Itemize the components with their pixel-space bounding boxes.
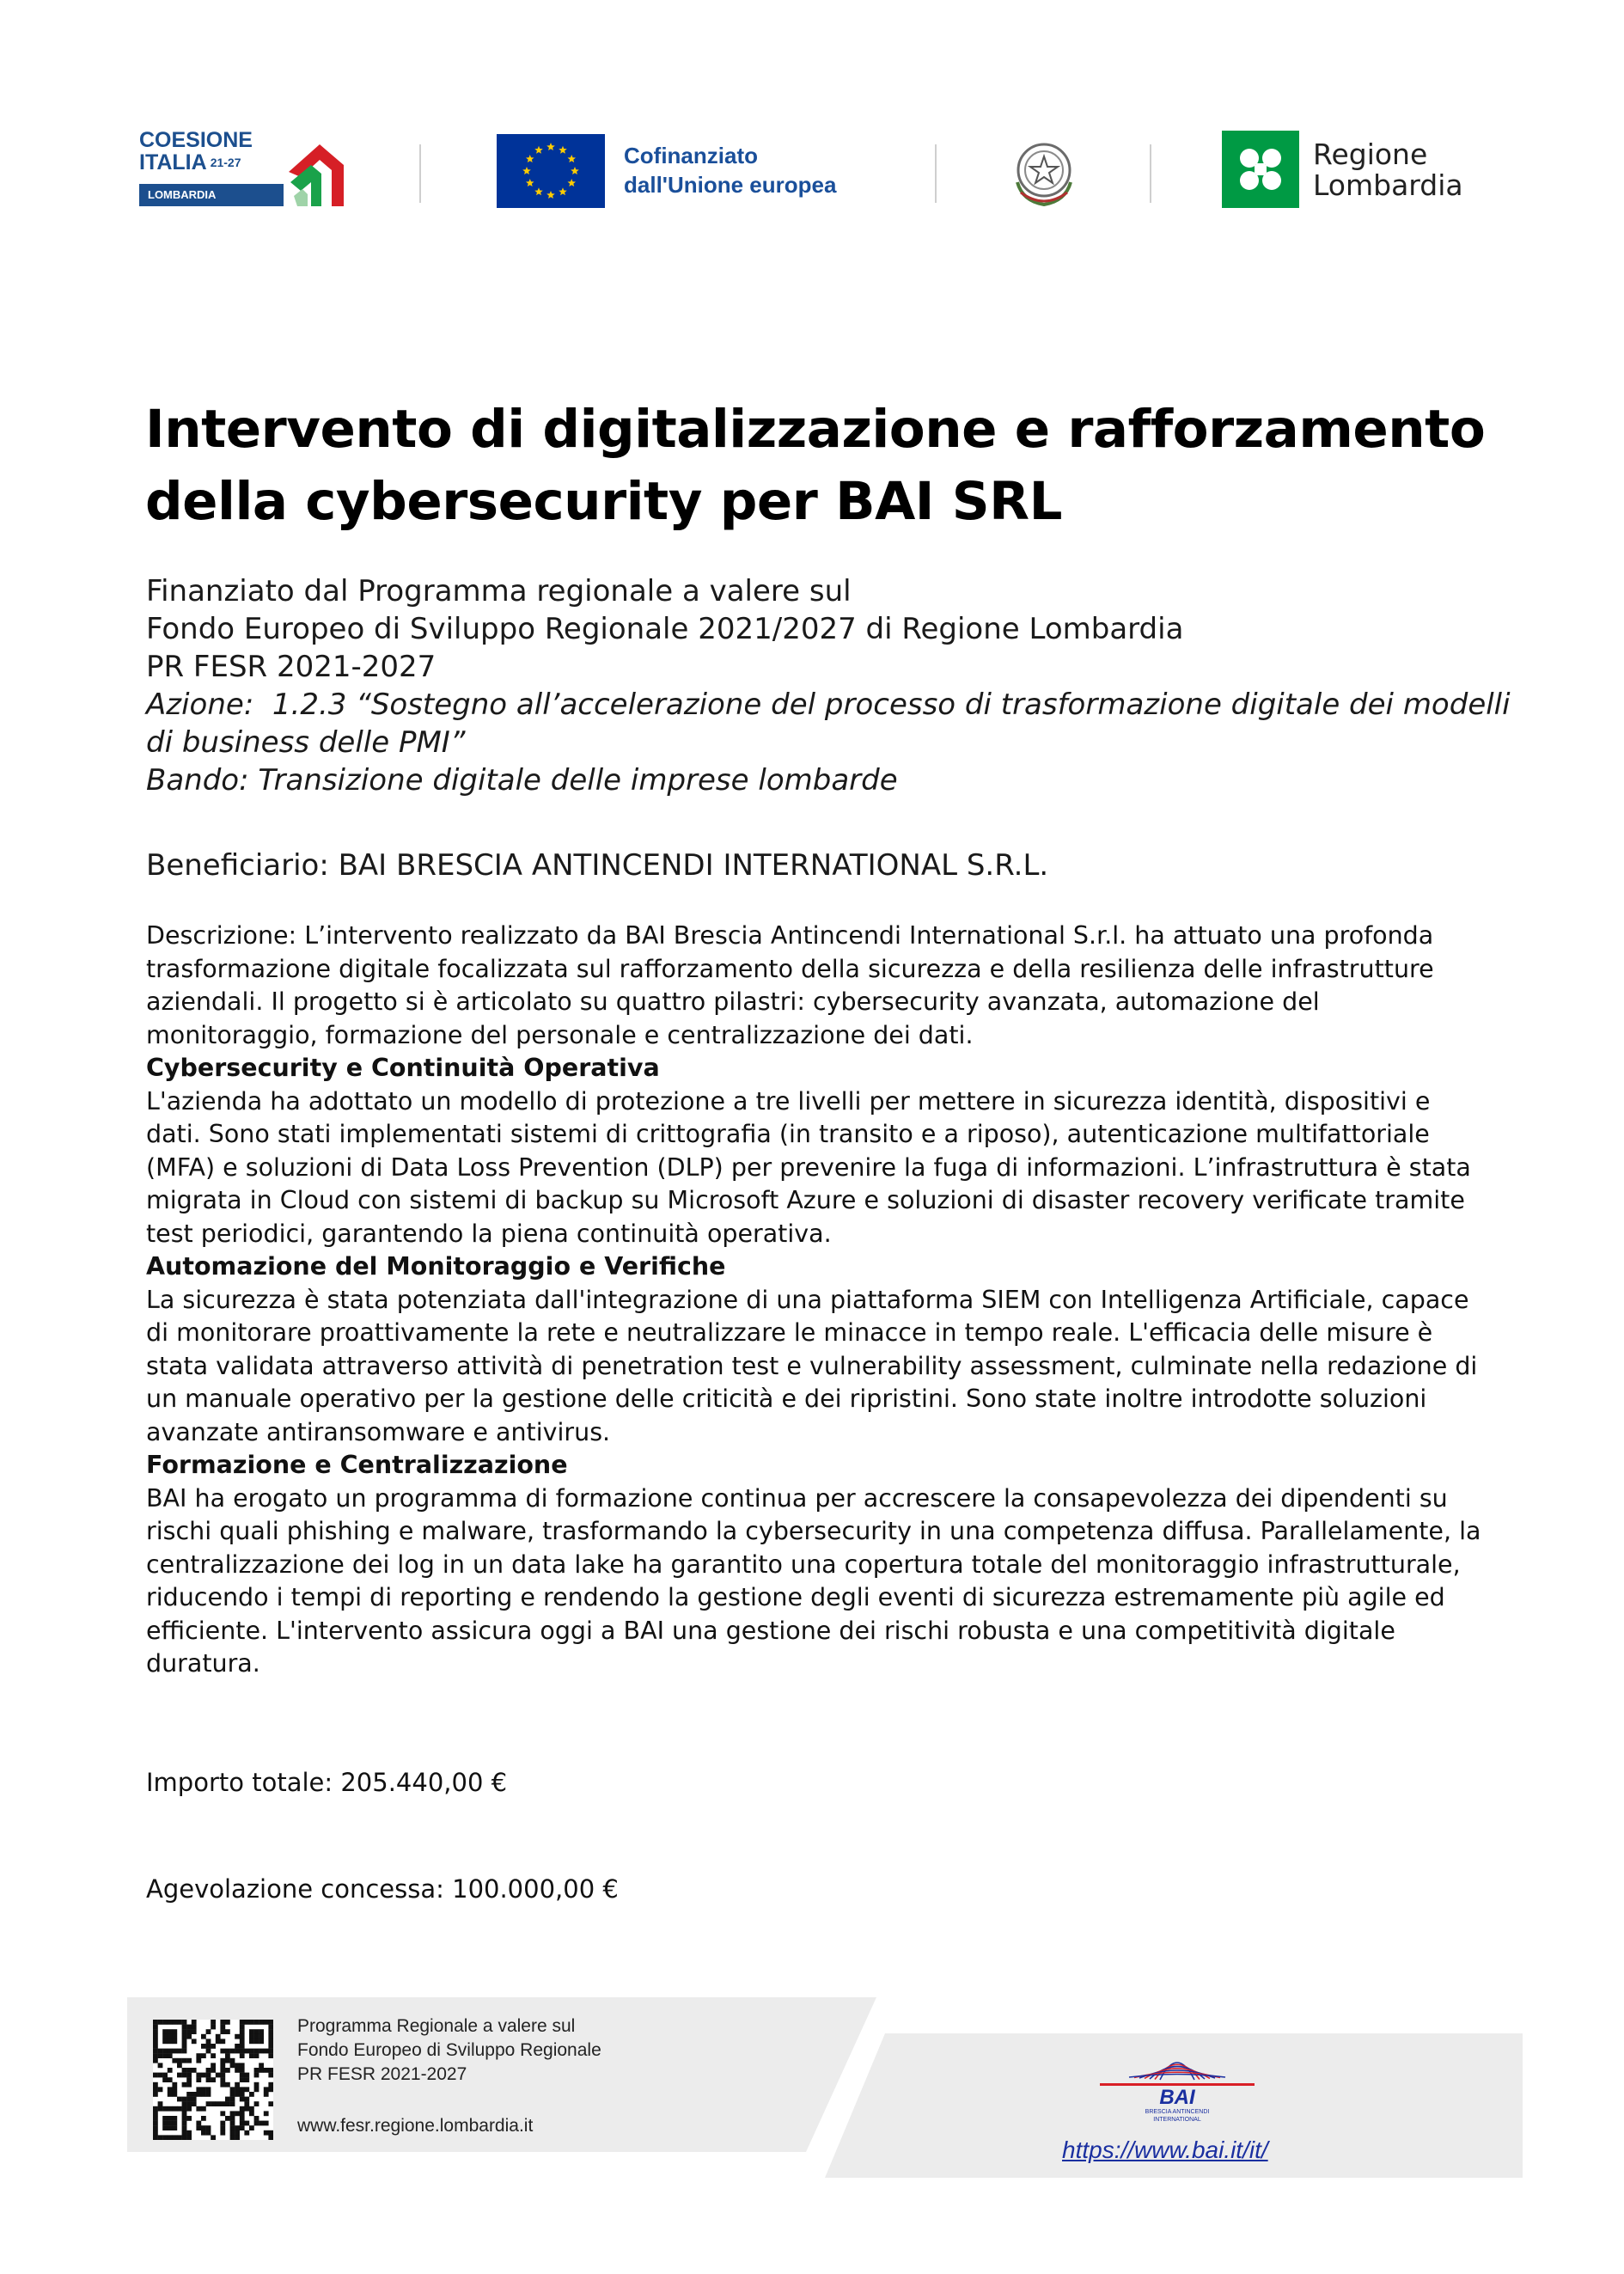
bai-logo-text: BAI (1159, 2086, 1195, 2109)
regione-lombardia-mark-icon (1222, 131, 1299, 208)
footer-program-line3: PR FESR 2021-2027 (297, 2064, 467, 2084)
bai-logo-sub1: BRESCIA ANTINCENDI (1145, 2109, 1210, 2115)
eu-flag-icon (497, 134, 605, 208)
funding-bando: Bando: Transizione digitale delle imprese lombarde (146, 763, 898, 798)
section-text: L'azienda ha adottato un modello di protezione a tre livelli per mettere in sicurezza identità, dispositivi e dati. Sono stati implementati sistemi di crittografia (in transito e a riposo), autenticazione multifattoriale (MFA) e soluzioni di Data Loss Prevention (DLP) per prevenire la fuga di informazioni. L’infrastruttura è stata migrata in Cloud con sistemi di backup su Microsoft Azure e soluzioni di disaster recovery verificate tramite test periodici, garantendo la piena continuità operativa. (146, 1086, 1471, 1248)
funding-azione: Azione: 1.2.3 “Sostegno all’accelerazione del processo di trasformazione digitale dei modelli di business delle PMI” (146, 688, 1520, 760)
section-heading: Cybersecurity e Continuità Operativa (146, 1054, 660, 1082)
bai-logo-icon (1091, 2039, 1263, 2124)
eu-star-icon (534, 146, 543, 154)
coesione-region-badge: LOMBARDIA (139, 184, 284, 206)
footer-program-line2: Fondo Europeo di Sviluppo Regionale (297, 2040, 601, 2060)
agevolazione-concessa: Agevolazione concessa: 100.000,00 € (146, 1874, 619, 1904)
funding-block (146, 572, 1538, 799)
regione-lombardia-label (1313, 139, 1463, 201)
footer-bai-box (825, 2033, 1523, 2178)
footer-program-text (297, 2014, 601, 2087)
description-intro: Descrizione: L’intervento realizzato da BAI Brescia Antincendi International S.r.l. ha attuato una profonda trasformazione digitale focalizzata sul rafforzamento della sicurezza e della resilienza delle infrastrutture aziendali. Il progetto si è articolato su quattro pilastri: cybersecurity avanzata, automazione del monitoraggio, formazione del personale e centralizzazione dei dati. (146, 921, 1434, 1049)
qr-code-icon (153, 2020, 273, 2140)
eu-star-icon (526, 155, 534, 162)
footer-program-box (127, 1997, 876, 2152)
funding-line2: Fondo Europeo di Sviluppo Regionale 2021/2027 di Regione Lombardia (146, 612, 1184, 646)
logo-separator (1150, 144, 1151, 203)
footer-website: www.fesr.regione.lombardia.it (297, 2116, 534, 2136)
bai-website-link[interactable]: https://www.bai.it/it/ (1062, 2136, 1268, 2163)
eu-star-icon (522, 167, 531, 174)
funding-line1: Finanziato dal Programma regionale a valere sul (146, 574, 852, 608)
eu-cofinanced-label (624, 141, 836, 199)
coesione-line2: ITALIA (139, 150, 207, 174)
coesione-line1: COESIONE (139, 128, 253, 152)
footer-program-line1: Programma Regionale a valere sul (297, 2016, 576, 2036)
funding-line3: PR FESR 2021-2027 (146, 650, 437, 684)
eu-star-icon (546, 143, 555, 150)
importo-totale: Importo totale: 205.440,00 € (146, 1768, 508, 1797)
eu-line2: dall'Unione europea (624, 172, 837, 198)
regione-line2: Lombardia (1313, 168, 1463, 202)
eu-star-icon (559, 146, 567, 154)
eu-star-icon (559, 187, 567, 195)
eu-star-icon (526, 179, 534, 186)
coesione-mark-icon (282, 132, 345, 210)
page-title: Intervento di digitalizzazione e rafforzamento della cybersecurity per BAI SRL (145, 399, 1486, 532)
eu-line1: Cofinanziato (624, 143, 758, 168)
coesione-italia-logo (137, 129, 344, 211)
description-block (146, 920, 1487, 1681)
eu-star-icon (571, 167, 579, 174)
logo-separator (935, 144, 937, 203)
eu-star-icon (534, 187, 543, 195)
section-heading: Automazione del Monitoraggio e Verifiche (146, 1252, 726, 1281)
logo-separator (419, 144, 421, 203)
eu-star-icon (568, 179, 577, 186)
eu-star-icon (546, 191, 555, 199)
beneficiary: Beneficiario: BAI BRESCIA ANTINCENDI INTERNATIONAL S.R.L. (146, 848, 1049, 883)
italian-republic-emblem-icon (1005, 132, 1083, 210)
section-text: La sicurezza è stata potenziata dall'integrazione di una piattaforma SIEM con Intelligenza Artificiale, capace di monitorare proattivamente la rete e neutralizzare le minacce in tempo reale. L'efficacia delle misure è stata validata attraverso attività di penetration test e vulnerability assessment, culminate nella redazione di un manuale operativo per la gestione delle criticità e dei ripristini. Sono state inoltre introdotte soluzioni avanzate antiransomware e antivirus. (146, 1285, 1478, 1446)
section-text: BAI ha erogato un programma di formazione continua per accrescere la consapevolezza dei dipendenti su rischi quali phishing e malware, trasformando la cybersecurity in una competenza diffusa. Parallelamente, la centralizzazione dei log in un data lake ha garantito una copertura totale del monitoraggio infrastrutturale, riducendo i tempi di reporting e rendendo la gestione degli eventi di sicurezza estremamente più agile ed efficiente. L'intervento assicura oggi a BAI una gestione dei rischi robusta e una competitività digitale duratura. (146, 1483, 1481, 1678)
eu-star-icon (568, 155, 577, 162)
regione-line1: Regione (1313, 138, 1428, 171)
section-heading: Formazione e Centralizzazione (146, 1451, 568, 1479)
coesione-years: 21-27 (210, 156, 241, 169)
header-logo-bar (137, 127, 1504, 213)
bai-logo-sub2: INTERNATIONAL (1153, 2117, 1201, 2123)
